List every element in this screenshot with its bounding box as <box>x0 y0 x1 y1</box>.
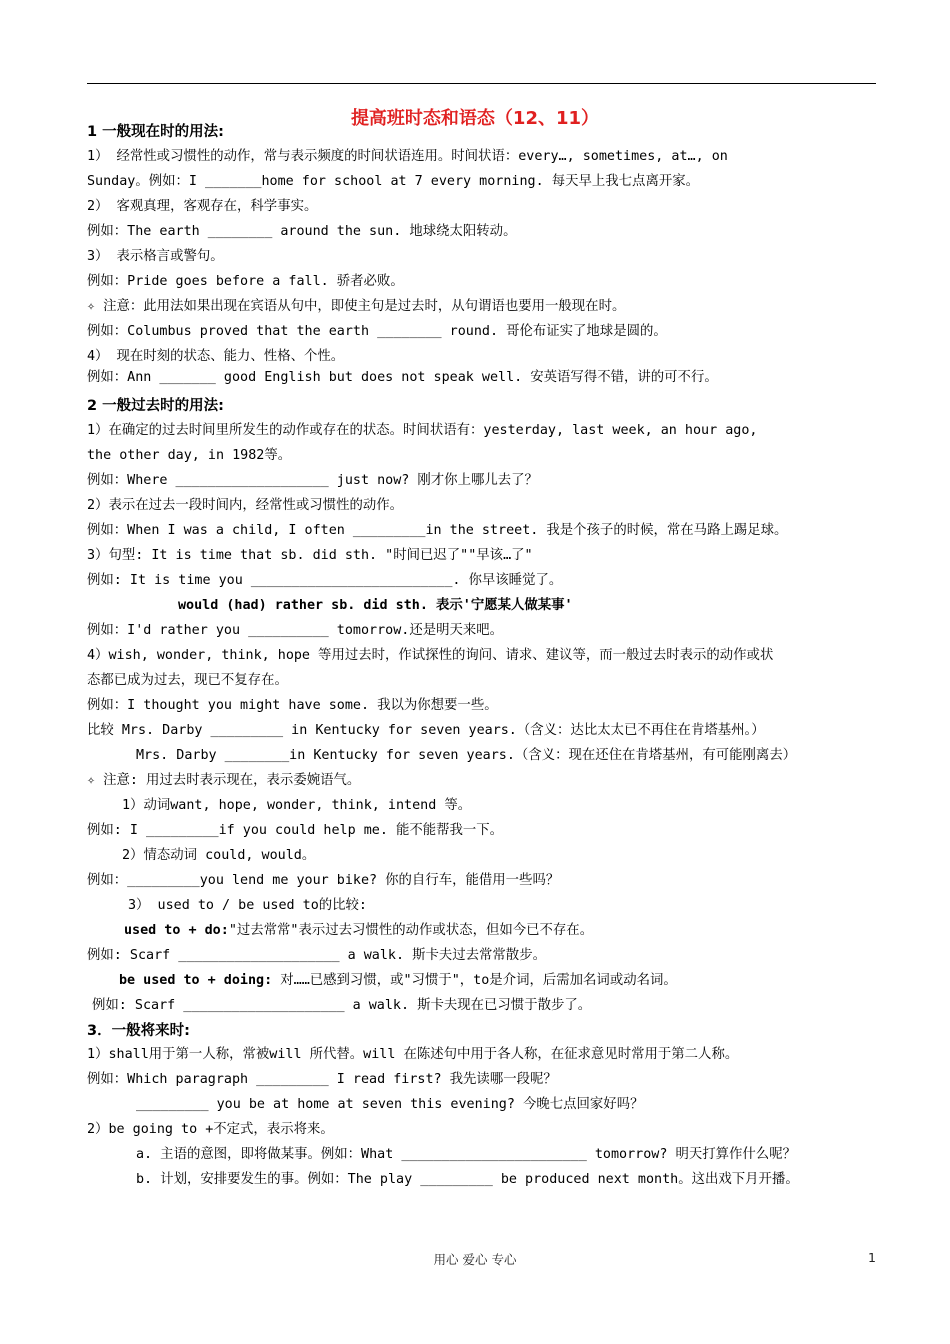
page-number: 1 <box>868 1250 876 1265</box>
section-heading: 2 一般过去时的用法: <box>87 398 224 414</box>
footer-text: 用心 爱心 专心 <box>433 1252 517 1267</box>
text-line: 例如：Columbus proved that the earth ________ round. 哥伦布证实了地球是圆的。 <box>87 324 667 339</box>
text-line: be used to + doing: 对……已感到习惯，或"习惯于"，to是介词，后需加名词或动名词。 <box>119 973 677 988</box>
text-line: 2）情态动词 could, would。 <box>122 848 316 863</box>
text-line: 4） 现在时刻的状态、能力、性格、个性。 <box>87 349 345 364</box>
header-rule <box>87 83 876 84</box>
text-line: the other day, in 1982等。 <box>87 448 292 463</box>
text-line: 2）表示在过去一段时间内，经常性或习惯性的动作。 <box>87 498 404 513</box>
text-line: 3） used to / be used to的比较: <box>128 898 367 913</box>
section-heading: 3．一般将来时: <box>87 1023 190 1039</box>
text-line: 2）be going to +不定式，表示将来。 <box>87 1122 334 1137</box>
text-line: 例如: I _________if you could help me. 能不能帮我一下。 <box>87 823 504 838</box>
text-line: 1）shall用于第一人称，常被will 所代替。will 在陈述句中用于各人称，在征求意见时常用于第二人称。 <box>87 1047 739 1062</box>
text-line: Mrs. Darby ________in Kentucky for seven years.（含义：现在还住在肯塔基州，有可能刚离去） <box>136 748 797 763</box>
text-line: 例如：Where ___________________ just now? 刚才你上哪儿去了？ <box>87 473 538 488</box>
text-line: 1） 经常性或习惯性的动作，常与表示频度的时间状语连用。时间状语：every…, sometimes, at…, on <box>87 149 728 164</box>
text-line: 例如: It is time you _________________________. 你早该睡觉了。 <box>87 573 563 588</box>
text-line: Sunday。例如：I _______home for school at 7 every morning. 每天早上我七点离开家。 <box>87 174 700 189</box>
term-label: used to + do: <box>124 923 229 938</box>
text-line: _________ you be at home at seven this evening? 今晚七点回家好吗？ <box>136 1097 644 1112</box>
text-line: 2） 客观真理，客观存在，科学事实。 <box>87 199 318 214</box>
text-line: 1）动词want, hope, wonder, think, intend 等。 <box>122 798 472 813</box>
text-line: 3） 表示格言或警句。 <box>87 249 224 264</box>
section-heading: 1 一般现在时的用法: <box>87 124 224 140</box>
text-line: 3）句型: It is time that sb. did sth. "时间已迟了""早该…了" <box>87 548 533 563</box>
text-line: 例如：Ann _______ good English but does not speak well. 安英语写得不错，讲的可不行。 <box>87 370 718 385</box>
text-line: 例如：The earth ________ around the sun. 地球绕太阳转动。 <box>87 224 517 239</box>
text-line: 例如: Scarf ____________________ a walk. 斯卡夫过去常常散步。 <box>87 948 546 963</box>
text-line: used to + do:"过去常常"表示过去习惯性的动作或状态，但如今已不存在。 <box>124 923 594 938</box>
text-line: 例如：When I was a child, I often _________in the street. 我是个孩子的时候，常在马路上踢足球。 <box>87 523 788 538</box>
text-line: 例如：_________you lend me your bike? 你的自行车，能借用一些吗？ <box>87 873 560 888</box>
term-label: be used to + doing: <box>119 973 273 988</box>
text-line: 例如：I thought you might have some. 我以为你想要一些。 <box>87 698 498 713</box>
text-line: 例如: Scarf ____________________ a walk. 斯卡夫现在已习惯于散步了。 <box>92 998 592 1013</box>
text-line: 例如：I'd rather you __________ tomorrow.还是明天来吧。 <box>87 623 504 638</box>
text-line: 例如：Which paragraph _________ I read first? 我先读哪一段呢？ <box>87 1072 557 1087</box>
text-line: ✧ 注意：此用法如果出现在宾语从句中，即使主句是过去时，从句谓语也要用一般现在时。 <box>87 299 626 314</box>
text-line: b. 计划，安排要发生的事。例如：The play _________ be produced next month。这出戏下月开播。 <box>136 1172 799 1187</box>
text-line: ✧ 注意: 用过去时表示现在，表示委婉语气。 <box>87 773 361 788</box>
text-line: a. 主语的意图，即将做某事。例如：What _______________________ tomorrow? 明天打算作什么呢？ <box>136 1147 796 1162</box>
text-line: would (had) rather sb. did sth. 表示'宁愿某人做某事' <box>178 598 573 613</box>
text-line: 1）在确定的过去时间里所发生的动作或存在的状态。时间状语有：yesterday, last week, an hour ago, <box>87 423 758 438</box>
text-line: 4）wish, wonder, think, hope 等用过去时，作试探性的询问、请求、建议等，而一般过去时表示的动作或状 <box>87 648 774 663</box>
text-line: 比较 Mrs. Darby _________ in Kentucky for seven years.（含义：达比太太已不再住在肯塔基州。） <box>87 723 765 738</box>
text-line: 态都已成为过去，现已不复存在。 <box>87 673 288 688</box>
text-line: 例如：Pride goes before a fall. 骄者必败。 <box>87 274 404 289</box>
document-title: 提高班时态和语态（12、11） <box>350 108 600 129</box>
